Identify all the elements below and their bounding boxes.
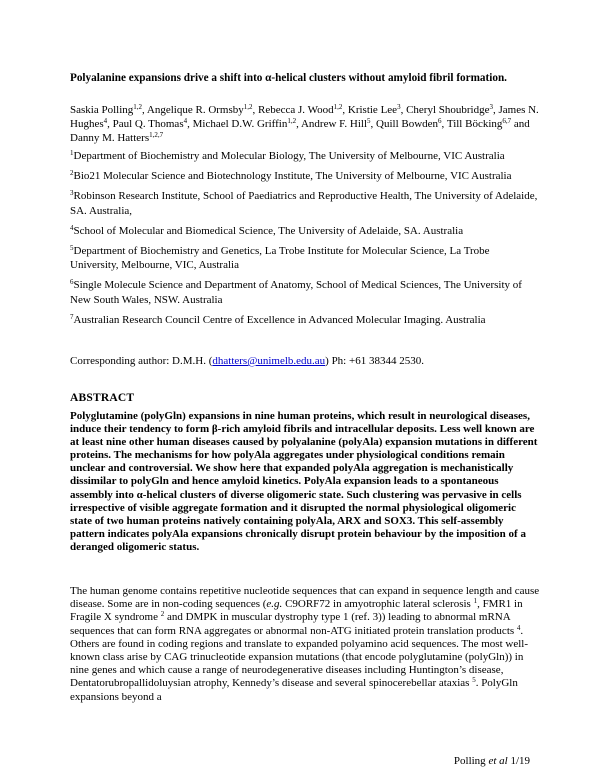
abstract-text: Polyglutamine (polyGln) expansions in nine human proteins, which result in neurological diseases, induce their tendency to form β-rich amyloid fibrils and intracellular deposits. Less well known are at least nine other human diseases caused by polyalanine (polyAla) expansion mutations in different proteins. The mechanisms for how polyAla aggregates under physiological conditions remain unclear and controversial. We show here that expanded polyAla aggregation is mechanistically dissimilar to polyGln and hence amyloid kinetics. PolyAla expansion leads to a spontaneous assembly into α-helical clusters of diverse oligomeric state. Such clustering was pervasive in cells irrespective of visible aggregate formation and it disrupted the normal physiological oligomeric state of two human proteins natively containing polyAla, ARX and SOX3. This self-assembly pattern indicates polyAla expansions chronically disrupt protein behaviour by the imposition of a deranged oligomeric status. bbox=[70, 410, 538, 553]
body-text: , FMR1 in Fragile X syndrome bbox=[70, 598, 523, 624]
affiliation-number: 2 bbox=[70, 169, 74, 178]
citation-ref: 1 bbox=[473, 597, 478, 606]
author-affiliation-mark: 6,7 bbox=[502, 117, 512, 126]
author-name: Quill Bowden bbox=[376, 118, 439, 131]
author-affiliation-mark: 3 bbox=[397, 103, 401, 111]
affiliation bbox=[70, 189, 540, 217]
author-affiliation-mark: 6 bbox=[438, 117, 442, 126]
body-text: The human genome contains repetitive nucleotide sequences that can expand in sequence length and cause disease. Some are in non-coding sequences ( bbox=[70, 585, 540, 611]
author-affiliation-mark: 1,2 bbox=[287, 117, 297, 126]
corresponding-author bbox=[70, 354, 540, 368]
abstract-heading: ABSTRACT bbox=[70, 392, 135, 404]
author-name: James N. Hughes bbox=[70, 104, 539, 131]
affiliation-number: 5 bbox=[70, 244, 74, 253]
author-name: Angelique R. Ormsby bbox=[146, 104, 244, 116]
page-number: 1/19 bbox=[510, 755, 530, 767]
affiliation bbox=[70, 169, 540, 183]
affiliation-text: Robinson Research Institute, School of Paediatrics and Reproductive Health, The University of Adelaide, SA. Australia, bbox=[70, 190, 538, 217]
affiliation-list bbox=[70, 149, 540, 333]
author-name: Till Böcking bbox=[446, 118, 503, 131]
affiliation bbox=[70, 224, 540, 238]
affiliation bbox=[70, 278, 540, 306]
author-affiliation-mark: 1,2,7 bbox=[149, 131, 164, 140]
author-affiliation-mark: 4 bbox=[103, 117, 108, 126]
affiliation bbox=[70, 244, 540, 272]
affiliation-text: Australian Research Council Centre of Excellence in Advanced Molecular Imaging. Australia bbox=[73, 313, 486, 326]
corresponding-email-link[interactable]: dhatters@unimelb.edu.au bbox=[212, 355, 326, 367]
affiliation-text: Department of Biochemistry and Genetics, La Trobe Institute for Molecular Science, La Trobe University, Melbourne, VIC, Australia bbox=[70, 245, 490, 272]
footer-etal: et al bbox=[488, 755, 508, 767]
affiliation-number: 1 bbox=[70, 149, 74, 157]
corresponding-suffix: ) Ph: +61 38344 2530. bbox=[325, 355, 424, 367]
author-name: Cheryl Shoubridge bbox=[406, 104, 490, 116]
author-affiliation-mark: 1,2 bbox=[243, 103, 253, 111]
page-footer bbox=[454, 755, 530, 767]
affiliation-text: Single Molecule Science and Department of Anatomy, School of Medical Sciences, The University of New South Wales, NSW. Australia bbox=[70, 279, 522, 306]
author-affiliation-mark: 4 bbox=[183, 117, 188, 126]
author-name: Danny M. Hatters bbox=[70, 132, 150, 145]
author-name: Paul Q. Thomas bbox=[112, 118, 184, 131]
author-name: Rebecca J. Wood bbox=[258, 104, 334, 116]
citation-ref: 2 bbox=[160, 610, 165, 619]
corresponding-prefix: Corresponding author: D.M.H. ( bbox=[70, 355, 213, 367]
body-text: . Others are found in coding regions and translate to expanded polyamino acid sequences. The most well-known class arise by CAG trinucleotide expansion mutations (that encode polyglutamine (polyGln)) in nine genes and which cause a range of neurodegenerative diseases including Huntington’s disease, Dentatorubropallidoluysian atrophy, Kennedy’s disease and several spinocerebellar ataxias bbox=[70, 624, 528, 690]
affiliation-number: 6 bbox=[70, 278, 74, 287]
affiliation bbox=[70, 149, 540, 163]
author-name: Andrew F. Hill bbox=[300, 118, 368, 131]
body-text: C9ORF72 in amyotrophic lateral sclerosis bbox=[282, 598, 474, 611]
author-name: Saskia Polling bbox=[70, 104, 134, 116]
author-affiliation-mark: 1,2 bbox=[333, 103, 343, 111]
affiliation-number: 4 bbox=[70, 223, 74, 232]
affiliation bbox=[70, 313, 540, 327]
affiliation-text: Bio21 Molecular Science and Biotechnology Institute, The University of Melbourne, VIC Australia bbox=[73, 170, 512, 183]
body-text-italic: e.g. bbox=[266, 598, 283, 611]
body-text: . PolyGln expansions beyond a bbox=[70, 677, 518, 703]
author-affiliation-mark: 3 bbox=[489, 103, 493, 111]
affiliation-text: School of Molecular and Biomedical Science, The University of Adelaide, SA. Australia bbox=[73, 224, 464, 237]
affiliation-number: 7 bbox=[70, 312, 74, 321]
affiliation-number: 3 bbox=[70, 189, 74, 198]
paper-title: Polyalanine expansions drive a shift into α-helical clusters without amyloid fibril formation. bbox=[70, 72, 507, 84]
author-name: Kristie Lee bbox=[347, 104, 398, 116]
author-list: Saskia Polling$^{1,2}$, Angelique R. Ormsby$^{1,2}$, Rebecca J. Wood$^{1,2}$, Kristie Lee$^3$, Cheryl Shoubridge$^3$, James N. Hughes$^4$, Paul Q. Thomas$^4$, Michael D.W. Griffin$^{1,2}$, Andrew F. Hill$^5$, Quill Bowden$^6$, Till Böcking$^{6,7}$ and Danny M. Hatters$^{1,2,7}$ bbox=[70, 103, 539, 145]
author-affiliation-mark: 1,2 bbox=[133, 103, 143, 111]
citation-ref: 5 bbox=[472, 676, 476, 685]
affiliation-text: Department of Biochemistry and Molecular Biology, The University of Melbourne, VIC Australia bbox=[73, 150, 505, 162]
body-text: and DMPK in muscular dystrophy type 1 (ref. 3)) leading to abnormal mRNA sequences that can form RNA aggregates or abnormal non-ATG initiated protein translation products bbox=[70, 611, 517, 637]
authors-and: and bbox=[513, 118, 530, 131]
intro-paragraph bbox=[70, 585, 540, 704]
author-name: Michael D.W. Griffin bbox=[192, 118, 288, 131]
author-affiliation-mark: 5 bbox=[367, 117, 371, 126]
footer-author: Polling bbox=[453, 755, 486, 767]
citation-ref: 4 bbox=[516, 623, 521, 632]
